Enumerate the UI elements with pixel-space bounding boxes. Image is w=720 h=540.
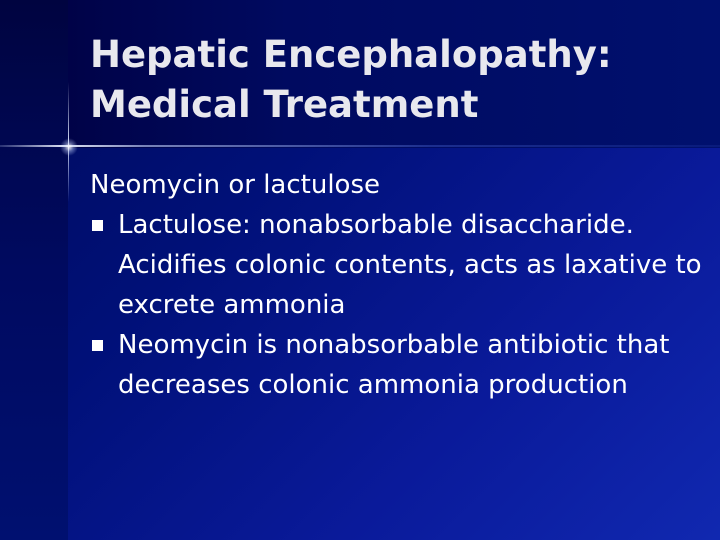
title-line-2: Medical Treatment	[90, 83, 479, 126]
bullet-item	[90, 325, 710, 405]
bullet-text: Neomycin is nonabsorbable antibiotic that decreases colonic ammonia production	[118, 330, 670, 400]
square-bullet-icon	[92, 340, 103, 351]
bullet-list	[90, 205, 710, 405]
bullet-item	[90, 205, 710, 325]
square-bullet-icon	[92, 220, 103, 231]
slide-body	[90, 165, 710, 405]
title-line-1: Hepatic Encephalopathy:	[90, 33, 612, 76]
decorative-sparkle-icon	[60, 138, 78, 156]
intro-text: Neomycin or lactulose	[90, 170, 380, 200]
decorative-horizontal-line	[0, 145, 720, 147]
left-band	[0, 0, 68, 540]
slide-title	[90, 30, 700, 130]
bullet-text: Lactulose: nonabsorbable disaccharide. Acidifies colonic contents, acts as laxative to excrete ammonia	[118, 210, 702, 320]
